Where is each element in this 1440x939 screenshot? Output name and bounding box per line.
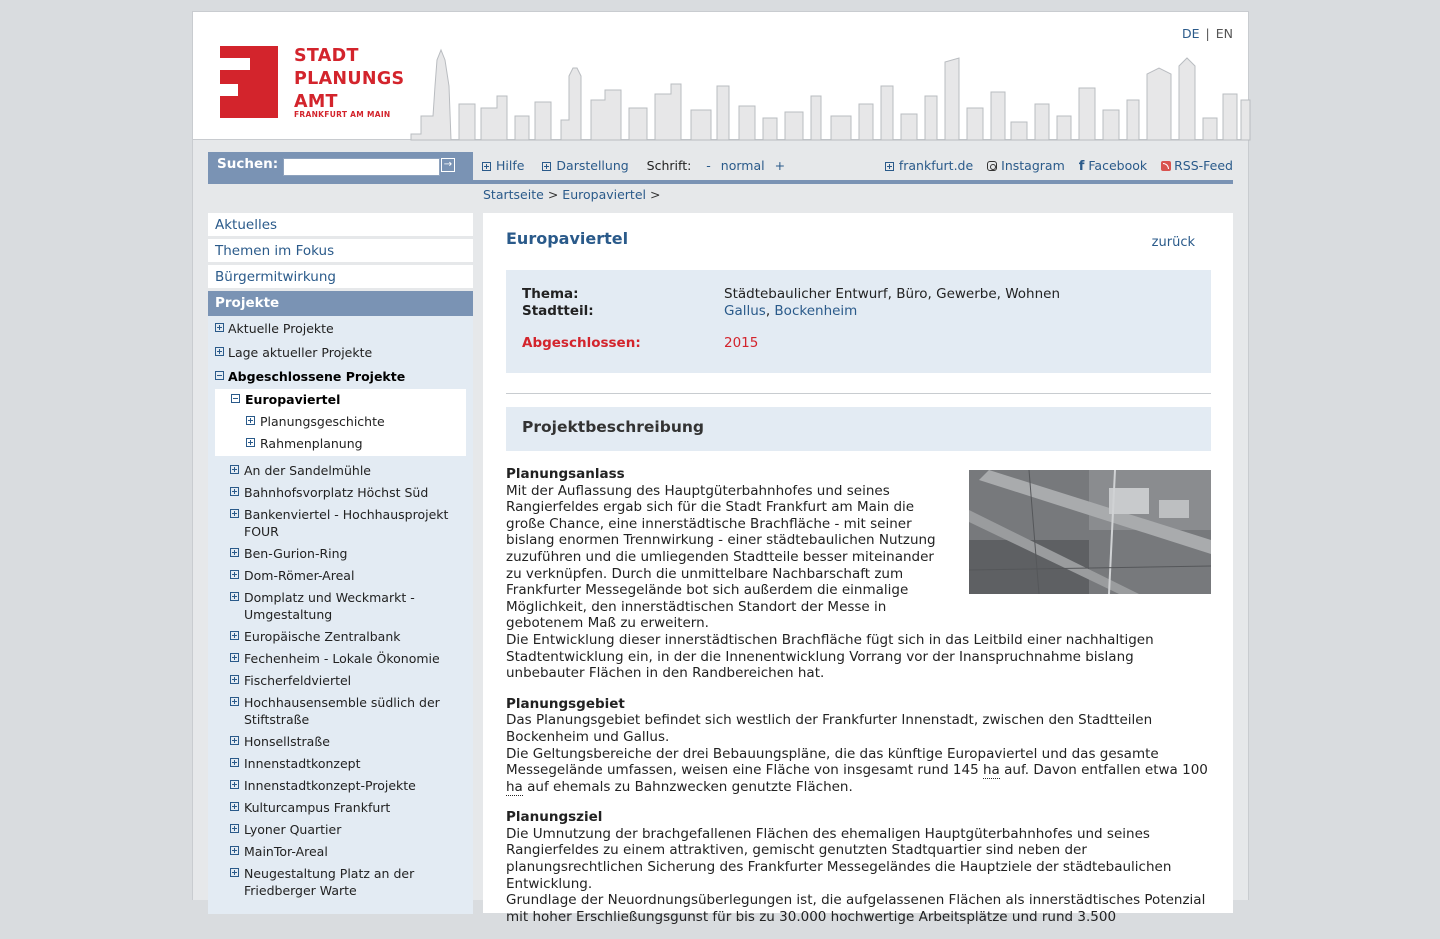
toolbar-links — [482, 158, 788, 173]
nav-project-item[interactable] — [230, 777, 466, 794]
plus-box-icon — [230, 736, 239, 745]
info-key: Thema: — [522, 286, 579, 302]
plus-box-icon — [885, 162, 894, 171]
search-label: Suchen: — [217, 156, 279, 172]
nav-project-item[interactable] — [230, 462, 466, 479]
abbr-hectare: ha — [506, 778, 523, 795]
search-input[interactable] — [283, 158, 440, 176]
nav-project-item[interactable] — [230, 843, 466, 860]
nav-submenu — [208, 316, 473, 914]
display-link[interactable] — [542, 158, 628, 173]
text-span: auf. Davon entfallen etwa 100 — [1004, 762, 1208, 779]
nav-project-item[interactable] — [230, 865, 466, 899]
nav-item-buergermitwirkung[interactable]: Bürgermitwirkung — [208, 265, 473, 290]
plus-box-icon — [215, 347, 224, 356]
plus-box-icon — [230, 868, 239, 877]
nav-child-planungsgeschichte[interactable] — [246, 413, 459, 430]
logo-line-2: PLANUNGS — [294, 69, 405, 89]
instagram-link[interactable] — [987, 158, 1065, 173]
subheading-gebiet: Planungsgebiet — [506, 695, 625, 712]
facebook-link[interactable] — [1079, 158, 1147, 173]
nav-project-item[interactable] — [230, 672, 466, 689]
plus-box-icon — [246, 416, 255, 425]
paragraph: Das Planungsgebiet befindet sich westlich der Frankfurter Innenstadt, zwischen den Stadtteilen Bockenheim und Gallus. — [506, 712, 1153, 745]
aerial-photo[interactable] — [969, 470, 1211, 594]
info-key: Abgeschlossen: — [522, 335, 641, 351]
minus-box-icon — [231, 394, 240, 403]
page-title: Europaviertel — [506, 229, 629, 248]
info-value — [724, 303, 857, 319]
plus-box-icon — [230, 758, 239, 767]
font-normal-button[interactable]: normal — [720, 158, 765, 173]
lang-separator: | — [1205, 26, 1210, 41]
info-row-abgeschlossen — [522, 335, 1195, 352]
divider — [506, 393, 1211, 394]
nav-project-label: Europäische Zentralbank — [244, 629, 401, 644]
nav-project-label: An der Sandelmühle — [244, 463, 371, 478]
help-label: Hilfe — [496, 158, 525, 173]
nav-project-label: Fischerfeldviertel — [244, 673, 352, 688]
nav-project-item[interactable] — [230, 484, 466, 501]
nav-project-label: Lyoner Quartier — [244, 822, 342, 837]
search-box — [208, 152, 473, 184]
font-label: Schrift: — [646, 158, 692, 173]
nav-item-aktuelles[interactable]: Aktuelles — [208, 213, 473, 238]
font-larger-button[interactable]: + — [774, 158, 786, 173]
nav-project-item[interactable] — [230, 567, 466, 584]
nav-project-label: Kulturcampus Frankfurt — [244, 800, 391, 815]
logo-text[interactable] — [294, 45, 404, 114]
block-anlass — [506, 466, 1211, 682]
info-value: 2015 — [724, 335, 759, 351]
nav-item-projekte[interactable]: Projekte — [208, 291, 473, 316]
nav-project-item[interactable] — [230, 650, 466, 667]
plus-box-icon — [230, 570, 239, 579]
plus-box-icon — [230, 802, 239, 811]
breadcrumb-home[interactable]: Startseite — [483, 187, 544, 202]
info-row-stadtteil — [522, 303, 1195, 320]
nav-current-europaviertel[interactable] — [231, 391, 459, 408]
paragraph: Grundlage der Neuordnungsüberlegungen ist, die aufgelassenen Flächen als innerstädtisches Potenzial mit hoher Erschließungsgunst für bis zu 30.000 hochwertige Arbeitsplätze und rund 3.500 — [506, 892, 1206, 925]
rss-icon — [1161, 161, 1171, 171]
paragraph: Die Umnutzung der brachgefallenen Flächen des ehemaligen Hauptgüterbahnhofes und seines Rangierfeldes zu einem attraktiven, gemischt genutzten Stadtquartier sind neben der planungsrechtlichen Sicherung des Frankfurter Messegeländes die Hauptziele der städtebaulichen Entwicklung. — [506, 825, 1172, 892]
help-link[interactable] — [482, 158, 524, 173]
nav-sub-aktuelle-projekte[interactable] — [215, 320, 466, 337]
nav-project-label: MainTor-Areal — [244, 844, 328, 859]
plus-box-icon — [230, 465, 239, 474]
lang-en-link[interactable]: EN — [1215, 26, 1233, 41]
nav-project-item[interactable] — [230, 545, 466, 562]
instagram-label: Instagram — [1001, 158, 1065, 173]
header — [193, 12, 1248, 140]
subheading-ziel: Planungsziel — [506, 809, 603, 826]
nav-project-item[interactable] — [230, 755, 466, 772]
nav-project-label: Ben-Gurion-Ring — [244, 546, 348, 561]
block-ziel — [506, 809, 1211, 925]
aerial-photo-image — [969, 470, 1211, 594]
nav-sub-label: Lage aktueller Projekte — [228, 345, 373, 360]
info-key: Stadtteil: — [522, 303, 594, 319]
nav-project-item[interactable] — [230, 733, 466, 750]
plus-box-icon — [230, 548, 239, 557]
nav-child-rahmenplanung[interactable] — [246, 435, 459, 452]
nav-sub-abgeschlossene[interactable] — [215, 368, 466, 385]
plus-box-icon — [230, 846, 239, 855]
breadcrumb-separator: > — [650, 187, 661, 202]
info-value: Städtebaulicher Entwurf, Büro, Gewerbe, Wohnen — [724, 286, 1061, 302]
nav-project-label: Neugestaltung Platz an der Friedberger Warte — [244, 866, 415, 898]
breadcrumb — [483, 187, 664, 202]
rss-label: RSS-Feed — [1174, 158, 1233, 173]
social-links — [875, 158, 1233, 174]
nav-project-label: Innenstadtkonzept-Projekte — [244, 778, 416, 793]
toolbar-divider — [473, 180, 1233, 184]
nav-project-item[interactable] — [230, 628, 466, 645]
breadcrumb-separator: > — [547, 187, 559, 202]
breadcrumb-current[interactable]: Europaviertel — [562, 187, 646, 202]
stadtteil-gallus-link[interactable]: Gallus — [724, 303, 766, 319]
frankfurt-link[interactable] — [885, 158, 973, 173]
plus-box-icon — [230, 675, 239, 684]
facebook-label: Facebook — [1088, 158, 1148, 173]
nav-current-label: Europaviertel — [245, 392, 341, 407]
sidebar-nav — [208, 213, 473, 914]
toolbar — [208, 152, 1233, 184]
font-smaller-button[interactable]: - — [706, 158, 711, 173]
abbr-hectare: ha — [983, 762, 1000, 779]
nav-project-label: Hochhausensemble südlich der Stiftstraße — [244, 695, 440, 727]
facebook-icon: f — [1078, 159, 1085, 174]
plus-box-icon — [230, 487, 239, 496]
lang-de-link[interactable]: DE — [1182, 26, 1200, 41]
nav-project-label: Innenstadtkonzept — [244, 756, 361, 771]
logo-mark-icon[interactable] — [220, 46, 278, 118]
plus-box-icon — [230, 697, 239, 706]
description-text — [506, 466, 1211, 939]
language-switch — [1182, 26, 1233, 41]
info-row-thema — [522, 286, 1195, 303]
project-info-box — [506, 270, 1211, 373]
plus-box-icon — [230, 592, 239, 601]
nav-current-group — [215, 389, 466, 456]
block-gebiet — [506, 696, 1211, 796]
section-heading: Projektbeschreibung — [506, 407, 1211, 451]
minus-box-icon — [215, 371, 224, 380]
stadtteil-bockenheim-link[interactable]: Bockenheim — [774, 303, 858, 319]
main-content — [483, 213, 1233, 925]
nav-project-label: Fechenheim - Lokale Ökonomie — [244, 651, 440, 666]
nav-sub-lage-projekte[interactable] — [215, 344, 466, 361]
plus-box-icon — [215, 323, 224, 332]
skyline-illustration — [411, 46, 1250, 140]
plus-box-icon — [246, 438, 255, 447]
font-size-control — [647, 158, 788, 173]
nav-project-label: Honsellstraße — [244, 734, 330, 749]
frankfurt-label: frankfurt.de — [898, 158, 974, 173]
nav-project-label: Bahnhofsvorplatz Höchst Süd — [244, 485, 429, 500]
logo-line-3: AMT — [294, 92, 338, 112]
nav-item-themen[interactable]: Themen im Fokus — [208, 239, 473, 264]
search-submit-icon[interactable]: → — [441, 158, 455, 172]
paragraph: Die Entwicklung dieser innerstädtischen Brachfläche fügt sich in das Leitbild einer nachhaltigen Stadtentwicklung ein, in der die Innenentwicklung Vorrang vor der Inanspruchnahme bislang unbebauter Flächen in den Randbereichen hat. — [506, 631, 1154, 682]
plus-box-icon — [230, 509, 239, 518]
paragraph — [506, 746, 1211, 796]
plus-box-icon — [542, 162, 551, 171]
nav-child-label: Planungsgeschichte — [260, 414, 385, 429]
plus-box-icon — [230, 653, 239, 662]
paragraph: Mit der Auflassung des Hauptgüterbahnhofes und seines Rangierfeldes ergab sich für die Stadt Frankfurt am Main die große Chance, eine innerstädtische Brachfläche - mit seiner bislang enormen Trennwirkung - einer städtebaulichen Nutzung zuzuführen und die umliegenden Stadtteile besser miteinander zu verknüpfen. Durch die unmittelbare Nachbarschaft zum Frankfurter Messegelände bot sich außerdem die einmalige Möglichkeit, den innerstädtischen Standort der Messe in gebotenem Maß zu erweitern. — [506, 482, 936, 632]
nav-project-item[interactable] — [230, 506, 466, 540]
nav-project-item[interactable] — [230, 821, 466, 838]
nav-sub-label: Abgeschlossene Projekte — [228, 369, 406, 384]
logo-subtitle: FRANKFURT AM MAIN — [294, 110, 391, 119]
nav-project-label: Domplatz und Weckmarkt - Umgestaltung — [244, 590, 415, 622]
text-span: auf ehemals zu Bahnzwecken genutzte Flächen. — [527, 778, 853, 795]
back-link[interactable]: zurück — [1151, 235, 1195, 250]
nav-project-item[interactable] — [230, 799, 466, 816]
nav-project-item[interactable] — [230, 589, 466, 623]
text-span: Die Geltungsbereiche der drei Bebauungspläne, die das künftige Europaviertel und das gesamte Messegelände umfassen, weisen eine Fläche von insgesamt rund 145 — [506, 745, 1159, 779]
rss-link[interactable] — [1161, 158, 1233, 173]
nav-project-label: Dom-Römer-Areal — [244, 568, 355, 583]
plus-box-icon — [230, 824, 239, 833]
nav-child-label: Rahmenplanung — [260, 436, 363, 451]
subheading-anlass: Planungsanlass — [506, 466, 625, 482]
nav-sub-label: Aktuelle Projekte — [228, 321, 334, 336]
stadtteil-separator: , — [765, 303, 771, 319]
display-label: Darstellung — [556, 158, 629, 173]
project-list — [215, 462, 466, 899]
page — [192, 11, 1249, 925]
nav-project-item[interactable] — [230, 694, 466, 728]
plus-box-icon — [230, 631, 239, 640]
nav-project-label: Bankenviertel - Hochhausprojekt FOUR — [244, 507, 449, 539]
plus-box-icon — [230, 780, 239, 789]
instagram-icon — [987, 161, 997, 171]
logo-line-1: STADT — [294, 46, 359, 66]
plus-box-icon — [482, 162, 491, 171]
